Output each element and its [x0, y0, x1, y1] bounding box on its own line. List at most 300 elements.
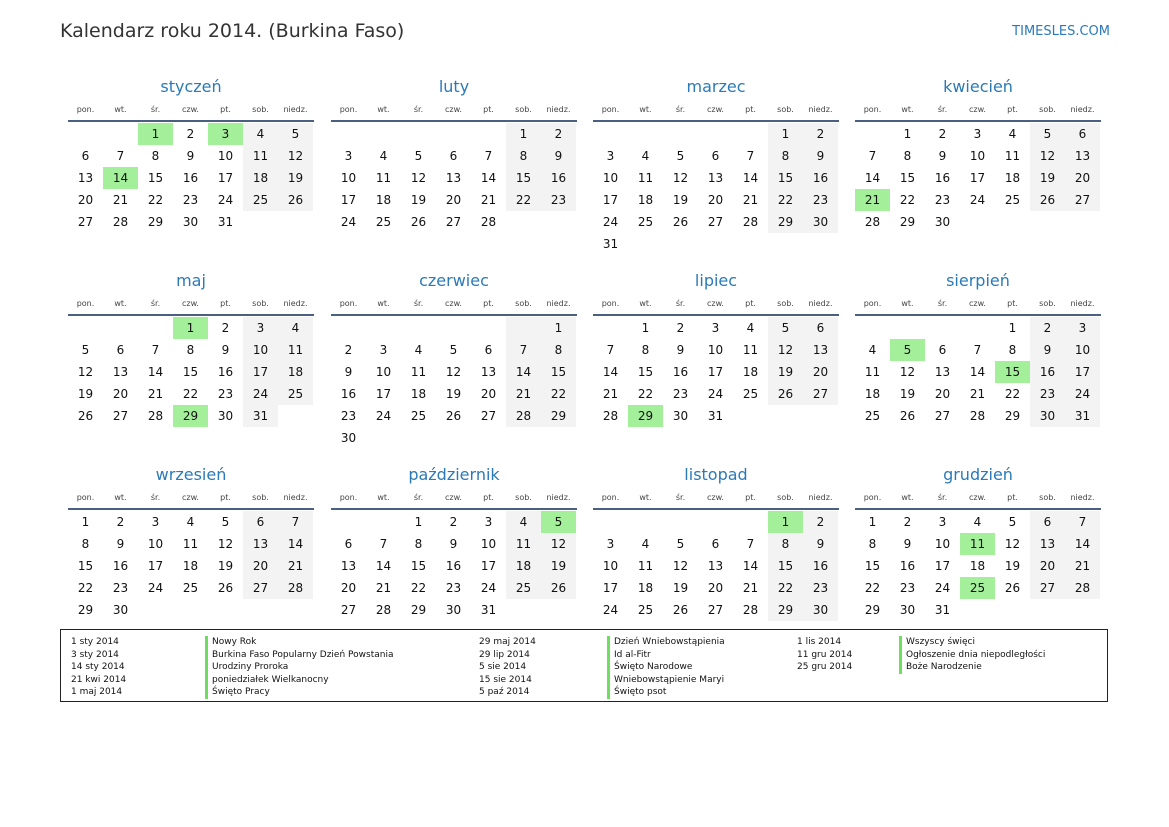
day-cell[interactable]: 2: [938, 127, 947, 141]
day-cell[interactable]: 8: [641, 343, 650, 357]
day-cell[interactable]: 6: [1065, 123, 1100, 145]
day-cell[interactable]: 29: [147, 215, 164, 229]
day-cell[interactable]: 27: [707, 603, 724, 617]
day-cell-holiday[interactable]: 25: [960, 577, 995, 599]
day-cell[interactable]: 6: [711, 537, 720, 551]
day-cell[interactable]: 29: [541, 405, 576, 427]
day-cell[interactable]: 22: [77, 581, 94, 595]
day-cell[interactable]: 7: [379, 537, 388, 551]
day-cell[interactable]: 24: [602, 603, 619, 617]
day-cell[interactable]: 17: [217, 171, 234, 185]
day-cell[interactable]: 9: [344, 365, 353, 379]
day-cell[interactable]: 18: [637, 581, 654, 595]
day-cell[interactable]: 8: [81, 537, 90, 551]
day-cell[interactable]: 10: [969, 149, 986, 163]
day-cell[interactable]: 14: [864, 171, 881, 185]
day-cell[interactable]: 5: [1008, 515, 1017, 529]
day-cell[interactable]: 10: [375, 365, 392, 379]
day-cell[interactable]: 1: [414, 515, 423, 529]
day-cell[interactable]: 1: [81, 515, 90, 529]
day-cell[interactable]: 31: [934, 603, 951, 617]
day-cell[interactable]: 14: [506, 361, 541, 383]
day-cell[interactable]: 10: [602, 559, 619, 573]
day-cell[interactable]: 31: [480, 603, 497, 617]
day-cell[interactable]: 28: [864, 215, 881, 229]
day-cell[interactable]: 21: [969, 387, 986, 401]
day-cell[interactable]: 31: [243, 405, 278, 427]
day-cell[interactable]: 14: [375, 559, 392, 573]
day-cell[interactable]: 26: [672, 215, 689, 229]
day-cell[interactable]: 8: [768, 533, 803, 555]
day-cell[interactable]: 22: [410, 581, 427, 595]
day-cell[interactable]: 5: [414, 149, 423, 163]
day-cell[interactable]: 30: [1030, 405, 1065, 427]
day-cell[interactable]: 2: [221, 321, 230, 335]
day-cell[interactable]: 28: [506, 405, 541, 427]
day-cell[interactable]: 26: [1004, 581, 1021, 595]
day-cell[interactable]: 15: [899, 171, 916, 185]
day-cell[interactable]: 28: [112, 215, 129, 229]
day-cell[interactable]: 6: [449, 149, 458, 163]
day-cell[interactable]: 9: [449, 537, 458, 551]
day-cell[interactable]: 29: [899, 215, 916, 229]
day-cell[interactable]: 23: [541, 189, 576, 211]
day-cell[interactable]: 3: [606, 537, 615, 551]
day-cell[interactable]: 16: [182, 171, 199, 185]
day-cell[interactable]: 24: [707, 387, 724, 401]
day-cell[interactable]: 12: [541, 533, 576, 555]
day-cell[interactable]: 20: [1030, 555, 1065, 577]
day-cell[interactable]: 11: [278, 339, 313, 361]
day-cell[interactable]: 12: [1030, 145, 1065, 167]
day-cell[interactable]: 26: [672, 603, 689, 617]
day-cell[interactable]: 11: [410, 365, 427, 379]
day-cell[interactable]: 14: [1065, 533, 1100, 555]
day-cell[interactable]: 16: [803, 555, 838, 577]
day-cell[interactable]: 2: [803, 123, 838, 145]
day-cell[interactable]: 15: [182, 365, 199, 379]
day-cell[interactable]: 9: [938, 149, 947, 163]
day-cell[interactable]: 21: [480, 193, 497, 207]
day-cell[interactable]: 16: [672, 365, 689, 379]
day-cell[interactable]: 18: [1004, 171, 1021, 185]
day-cell[interactable]: 15: [541, 361, 576, 383]
day-cell[interactable]: 8: [186, 343, 195, 357]
day-cell[interactable]: 16: [445, 559, 462, 573]
day-cell[interactable]: 16: [899, 559, 916, 573]
day-cell[interactable]: 8: [506, 145, 541, 167]
day-cell[interactable]: 15: [410, 559, 427, 573]
day-cell-holiday[interactable]: 5: [541, 511, 576, 533]
day-cell[interactable]: 13: [77, 171, 94, 185]
day-cell[interactable]: 1: [903, 127, 912, 141]
day-cell[interactable]: 26: [768, 383, 803, 405]
day-cell[interactable]: 28: [480, 215, 497, 229]
day-cell[interactable]: 21: [147, 387, 164, 401]
day-cell[interactable]: 2: [344, 343, 353, 357]
day-cell[interactable]: 13: [112, 365, 129, 379]
day-cell[interactable]: 1: [1008, 321, 1017, 335]
day-cell[interactable]: 12: [217, 537, 234, 551]
day-cell[interactable]: 8: [868, 537, 877, 551]
day-cell[interactable]: 12: [672, 171, 689, 185]
day-cell[interactable]: 9: [116, 537, 125, 551]
day-cell[interactable]: 29: [768, 599, 803, 621]
day-cell[interactable]: 30: [672, 409, 689, 423]
day-cell[interactable]: 20: [934, 387, 951, 401]
day-cell[interactable]: 22: [182, 387, 199, 401]
day-cell-holiday[interactable]: 1: [173, 317, 208, 339]
day-cell[interactable]: 4: [973, 515, 982, 529]
day-cell[interactable]: 11: [506, 533, 541, 555]
day-cell[interactable]: 4: [379, 149, 388, 163]
day-cell[interactable]: 17: [340, 193, 357, 207]
day-cell[interactable]: 18: [243, 167, 278, 189]
day-cell[interactable]: 17: [480, 559, 497, 573]
day-cell[interactable]: 23: [803, 577, 838, 599]
day-cell[interactable]: 20: [243, 555, 278, 577]
day-cell[interactable]: 16: [803, 167, 838, 189]
day-cell[interactable]: 29: [77, 603, 94, 617]
day-cell[interactable]: 14: [602, 365, 619, 379]
day-cell[interactable]: 2: [186, 127, 195, 141]
day-cell[interactable]: 24: [340, 215, 357, 229]
day-cell[interactable]: 31: [707, 409, 724, 423]
day-cell[interactable]: 6: [1030, 511, 1065, 533]
day-cell[interactable]: 20: [112, 387, 129, 401]
day-cell[interactable]: 5: [278, 123, 313, 145]
day-cell[interactable]: 27: [243, 577, 278, 599]
day-cell[interactable]: 12: [445, 365, 462, 379]
day-cell[interactable]: 11: [375, 171, 392, 185]
day-cell[interactable]: 3: [1065, 317, 1100, 339]
day-cell[interactable]: 29: [864, 603, 881, 617]
day-cell[interactable]: 19: [541, 555, 576, 577]
day-cell[interactable]: 17: [602, 193, 619, 207]
day-cell[interactable]: 25: [637, 603, 654, 617]
day-cell[interactable]: 9: [676, 343, 685, 357]
day-cell[interactable]: 13: [1030, 533, 1065, 555]
day-cell[interactable]: 20: [1065, 167, 1100, 189]
day-cell[interactable]: 3: [973, 127, 982, 141]
day-cell[interactable]: 7: [868, 149, 877, 163]
day-cell[interactable]: 6: [938, 343, 947, 357]
day-cell[interactable]: 16: [1030, 361, 1065, 383]
day-cell[interactable]: 25: [742, 387, 759, 401]
day-cell[interactable]: 30: [340, 431, 357, 445]
day-cell-holiday[interactable]: 11: [960, 533, 995, 555]
day-cell[interactable]: 10: [602, 171, 619, 185]
day-cell[interactable]: 28: [742, 215, 759, 229]
day-cell[interactable]: 17: [1065, 361, 1100, 383]
day-cell[interactable]: 24: [602, 215, 619, 229]
day-cell[interactable]: 17: [969, 171, 986, 185]
day-cell[interactable]: 27: [1065, 189, 1100, 211]
day-cell[interactable]: 15: [147, 171, 164, 185]
day-cell[interactable]: 10: [243, 339, 278, 361]
day-cell[interactable]: 3: [711, 321, 720, 335]
day-cell[interactable]: 17: [375, 387, 392, 401]
day-cell[interactable]: 31: [217, 215, 234, 229]
day-cell[interactable]: 19: [899, 387, 916, 401]
day-cell[interactable]: 23: [217, 387, 234, 401]
day-cell[interactable]: 30: [445, 603, 462, 617]
day-cell[interactable]: 20: [480, 387, 497, 401]
day-cell[interactable]: 13: [707, 171, 724, 185]
day-cell[interactable]: 3: [484, 515, 493, 529]
day-cell[interactable]: 18: [864, 387, 881, 401]
day-cell[interactable]: 10: [934, 537, 951, 551]
day-cell[interactable]: 20: [707, 581, 724, 595]
day-cell[interactable]: 12: [768, 339, 803, 361]
day-cell[interactable]: 10: [340, 171, 357, 185]
day-cell[interactable]: 10: [217, 149, 234, 163]
day-cell[interactable]: 23: [899, 581, 916, 595]
day-cell[interactable]: 30: [112, 603, 129, 617]
day-cell[interactable]: 18: [410, 387, 427, 401]
day-cell-holiday[interactable]: 1: [138, 123, 173, 145]
day-cell[interactable]: 24: [375, 409, 392, 423]
day-cell-holiday[interactable]: 21: [855, 189, 890, 211]
day-cell[interactable]: 3: [151, 515, 160, 529]
day-cell-holiday[interactable]: 14: [103, 167, 138, 189]
day-cell[interactable]: 4: [868, 343, 877, 357]
day-cell[interactable]: 26: [278, 189, 313, 211]
day-cell[interactable]: 13: [803, 339, 838, 361]
day-cell-holiday[interactable]: 29: [628, 405, 663, 427]
day-cell[interactable]: 11: [637, 559, 654, 573]
day-cell[interactable]: 6: [243, 511, 278, 533]
day-cell[interactable]: 25: [375, 215, 392, 229]
day-cell[interactable]: 9: [1030, 339, 1065, 361]
day-cell[interactable]: 11: [637, 171, 654, 185]
day-cell[interactable]: 19: [217, 559, 234, 573]
day-cell[interactable]: 7: [506, 339, 541, 361]
day-cell[interactable]: 27: [480, 409, 497, 423]
day-cell[interactable]: 28: [278, 577, 313, 599]
day-cell[interactable]: 26: [899, 409, 916, 423]
day-cell[interactable]: 14: [742, 171, 759, 185]
day-cell[interactable]: 14: [480, 171, 497, 185]
day-cell[interactable]: 6: [344, 537, 353, 551]
day-cell[interactable]: 23: [445, 581, 462, 595]
day-cell[interactable]: 19: [445, 387, 462, 401]
day-cell-holiday[interactable]: 1: [768, 511, 803, 533]
day-cell[interactable]: 11: [182, 537, 199, 551]
day-cell[interactable]: 20: [707, 193, 724, 207]
day-cell[interactable]: 23: [340, 409, 357, 423]
day-cell[interactable]: 2: [541, 123, 576, 145]
day-cell[interactable]: 25: [278, 383, 313, 405]
day-cell[interactable]: 21: [602, 387, 619, 401]
day-cell[interactable]: 18: [506, 555, 541, 577]
day-cell[interactable]: 22: [864, 581, 881, 595]
day-cell[interactable]: 13: [707, 559, 724, 573]
day-cell[interactable]: 20: [803, 361, 838, 383]
day-cell[interactable]: 15: [506, 167, 541, 189]
day-cell[interactable]: 7: [484, 149, 493, 163]
day-cell[interactable]: 5: [81, 343, 90, 357]
day-cell[interactable]: 7: [746, 149, 755, 163]
day-cell[interactable]: 16: [340, 387, 357, 401]
day-cell[interactable]: 31: [602, 237, 619, 251]
day-cell[interactable]: 25: [182, 581, 199, 595]
day-cell[interactable]: 17: [707, 365, 724, 379]
day-cell[interactable]: 23: [182, 193, 199, 207]
day-cell[interactable]: 28: [602, 409, 619, 423]
day-cell[interactable]: 12: [899, 365, 916, 379]
day-cell[interactable]: 19: [1030, 167, 1065, 189]
day-cell[interactable]: 14: [742, 559, 759, 573]
day-cell[interactable]: 6: [81, 149, 90, 163]
day-cell[interactable]: 14: [147, 365, 164, 379]
day-cell[interactable]: 11: [864, 365, 881, 379]
day-cell[interactable]: 16: [112, 559, 129, 573]
day-cell[interactable]: 15: [768, 167, 803, 189]
day-cell[interactable]: 8: [768, 145, 803, 167]
day-cell[interactable]: 7: [973, 343, 982, 357]
day-cell-holiday[interactable]: 15: [995, 361, 1030, 383]
day-cell[interactable]: 9: [541, 145, 576, 167]
day-cell[interactable]: 4: [243, 123, 278, 145]
day-cell[interactable]: 10: [1065, 339, 1100, 361]
day-cell[interactable]: 13: [480, 365, 497, 379]
day-cell[interactable]: 27: [1030, 577, 1065, 599]
day-cell[interactable]: 12: [77, 365, 94, 379]
day-cell[interactable]: 17: [147, 559, 164, 573]
day-cell[interactable]: 8: [151, 149, 160, 163]
day-cell[interactable]: 10: [707, 343, 724, 357]
day-cell[interactable]: 19: [1004, 559, 1021, 573]
day-cell[interactable]: 24: [217, 193, 234, 207]
day-cell[interactable]: 7: [116, 149, 125, 163]
day-cell[interactable]: 13: [934, 365, 951, 379]
day-cell[interactable]: 19: [77, 387, 94, 401]
day-cell[interactable]: 4: [506, 511, 541, 533]
day-cell[interactable]: 2: [903, 515, 912, 529]
day-cell[interactable]: 6: [484, 343, 493, 357]
day-cell[interactable]: 25: [637, 215, 654, 229]
day-cell[interactable]: 29: [410, 603, 427, 617]
day-cell[interactable]: 30: [803, 599, 838, 621]
day-cell[interactable]: 3: [243, 317, 278, 339]
day-cell[interactable]: 18: [637, 193, 654, 207]
day-cell[interactable]: 5: [676, 149, 685, 163]
day-cell[interactable]: 11: [742, 343, 759, 357]
day-cell[interactable]: 9: [903, 537, 912, 551]
day-cell[interactable]: 23: [1030, 383, 1065, 405]
day-cell[interactable]: 26: [410, 215, 427, 229]
day-cell[interactable]: 24: [1065, 383, 1100, 405]
day-cell[interactable]: 8: [1008, 343, 1017, 357]
day-cell[interactable]: 4: [641, 537, 650, 551]
day-cell[interactable]: 28: [1065, 577, 1100, 599]
day-cell[interactable]: 19: [672, 193, 689, 207]
day-cell[interactable]: 1: [768, 123, 803, 145]
day-cell[interactable]: 15: [77, 559, 94, 573]
day-cell[interactable]: 29: [1004, 409, 1021, 423]
day-cell[interactable]: 5: [449, 343, 458, 357]
day-cell[interactable]: 22: [506, 189, 541, 211]
day-cell[interactable]: 26: [541, 577, 576, 599]
day-cell[interactable]: 6: [711, 149, 720, 163]
day-cell[interactable]: 21: [506, 383, 541, 405]
day-cell[interactable]: 27: [77, 215, 94, 229]
day-cell[interactable]: 17: [934, 559, 951, 573]
day-cell[interactable]: 18: [969, 559, 986, 573]
day-cell[interactable]: 8: [903, 149, 912, 163]
day-cell[interactable]: 23: [672, 387, 689, 401]
day-cell[interactable]: 19: [278, 167, 313, 189]
day-cell[interactable]: 31: [1065, 405, 1100, 427]
day-cell[interactable]: 10: [480, 537, 497, 551]
day-cell[interactable]: 23: [803, 189, 838, 211]
day-cell[interactable]: 27: [803, 383, 838, 405]
day-cell[interactable]: 4: [1008, 127, 1017, 141]
day-cell[interactable]: 2: [449, 515, 458, 529]
day-cell[interactable]: 18: [278, 361, 313, 383]
day-cell[interactable]: 27: [112, 409, 129, 423]
day-cell[interactable]: 24: [969, 193, 986, 207]
day-cell[interactable]: 25: [864, 409, 881, 423]
day-cell[interactable]: 1: [641, 321, 650, 335]
day-cell[interactable]: 30: [217, 409, 234, 423]
day-cell[interactable]: 7: [746, 537, 755, 551]
day-cell[interactable]: 22: [147, 193, 164, 207]
day-cell[interactable]: 2: [116, 515, 125, 529]
day-cell[interactable]: 8: [541, 339, 576, 361]
day-cell[interactable]: 29: [768, 211, 803, 233]
day-cell[interactable]: 14: [969, 365, 986, 379]
day-cell[interactable]: 1: [868, 515, 877, 529]
day-cell-holiday[interactable]: 3: [208, 123, 243, 145]
day-cell[interactable]: 28: [147, 409, 164, 423]
day-cell[interactable]: 3: [938, 515, 947, 529]
day-cell[interactable]: 26: [217, 581, 234, 595]
day-cell[interactable]: 26: [1030, 189, 1065, 211]
day-cell[interactable]: 27: [340, 603, 357, 617]
day-cell[interactable]: 25: [1004, 193, 1021, 207]
day-cell[interactable]: 6: [803, 317, 838, 339]
day-cell[interactable]: 9: [186, 149, 195, 163]
day-cell[interactable]: 24: [934, 581, 951, 595]
day-cell[interactable]: 18: [182, 559, 199, 573]
day-cell[interactable]: 12: [278, 145, 313, 167]
day-cell[interactable]: 5: [768, 317, 803, 339]
day-cell[interactable]: 4: [414, 343, 423, 357]
day-cell[interactable]: 13: [340, 559, 357, 573]
day-cell[interactable]: 4: [746, 321, 755, 335]
day-cell[interactable]: 30: [182, 215, 199, 229]
day-cell[interactable]: 30: [899, 603, 916, 617]
day-cell[interactable]: 21: [742, 581, 759, 595]
day-cell[interactable]: 14: [278, 533, 313, 555]
day-cell[interactable]: 4: [641, 149, 650, 163]
day-cell[interactable]: 11: [1004, 149, 1021, 163]
day-cell[interactable]: 16: [217, 365, 234, 379]
day-cell[interactable]: 24: [480, 581, 497, 595]
day-cell[interactable]: 21: [278, 555, 313, 577]
day-cell[interactable]: 15: [637, 365, 654, 379]
day-cell[interactable]: 12: [672, 559, 689, 573]
day-cell[interactable]: 21: [112, 193, 129, 207]
day-cell[interactable]: 11: [243, 145, 278, 167]
day-cell[interactable]: 24: [243, 383, 278, 405]
day-cell[interactable]: 2: [1030, 317, 1065, 339]
day-cell[interactable]: 27: [707, 215, 724, 229]
day-cell[interactable]: 13: [243, 533, 278, 555]
day-cell[interactable]: 8: [414, 537, 423, 551]
